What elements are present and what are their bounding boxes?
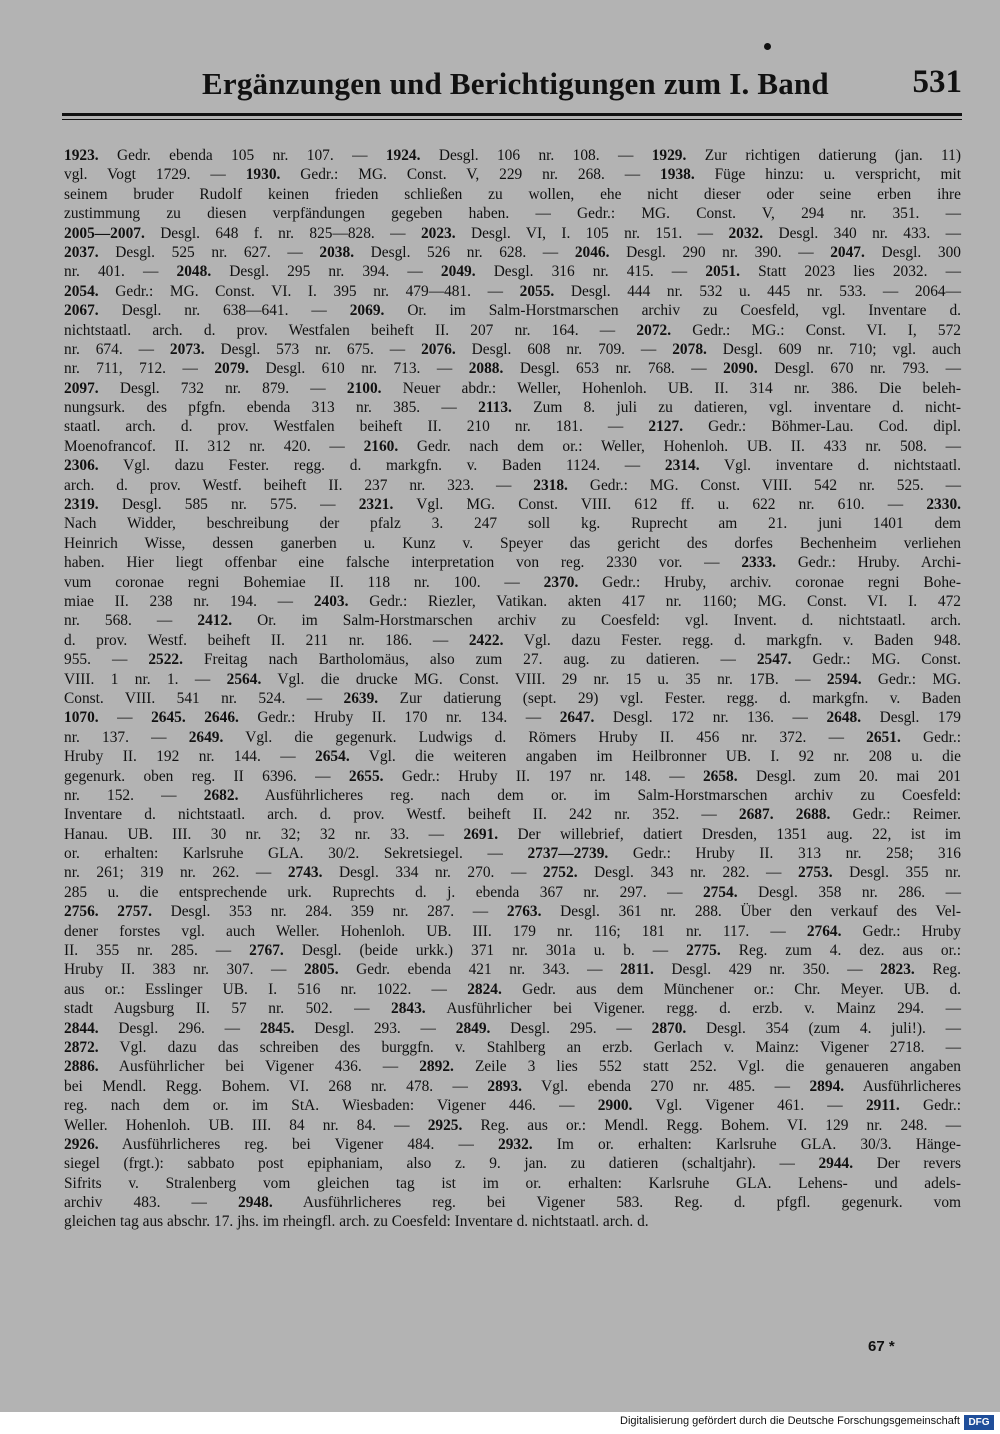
register-number: 2047. — [830, 243, 865, 261]
register-number: 2911. — [865, 1097, 900, 1115]
register-number: 2900. — [597, 1097, 633, 1115]
body-text — [64, 146, 961, 1232]
text-line: Const. VIII. 541 nr. 524. — 2639. Zur datierung (sept. 29) vgl. Fester. regg. d. markgfn. v. Baden — [64, 689, 961, 707]
text-line: nr. 137. — 2649. Vgl. die gegenurk. Ludwigs d. Römers Hruby II. 456 nr. 372. — 2651. Gedr.: — [64, 728, 962, 746]
header-rule-thick — [62, 113, 962, 116]
text-line: Moenofrancof. II. 312 nr. 420. — 2160. Gedr. nach dem or.: Weller, Hohenloh. UB. II. 433 nr. 508. — — [64, 437, 961, 455]
register-number: 2811. — [620, 961, 654, 979]
text-line: Nach Widder, beschreibung der pfalz 3. 247 soll kg. Ruprecht am 21. juni 1401 dem — [64, 515, 961, 533]
page-number: 531 — [912, 64, 962, 100]
register-number: 2870. — [651, 1019, 687, 1037]
text-line: Weller. Hohenloh. UB. III. 84 nr. 84. — 2925. Reg. aus or.: Mendl. Regg. Bohem. VI. 129 nr. 248. — — [64, 1116, 961, 1134]
text-line: d. prov. Westf. beiheft II. 211 nr. 186. — 2422. Vgl. dazu Fester. regg. d. markgfn. v. Baden 948. — [64, 631, 961, 649]
register-number: 2844. — [64, 1019, 99, 1037]
text-line: nungsurk. des pfgfn. ebenda 313 nr. 385. — 2113. Zum 8. juli zu datieren, vgl. inventare d. nicht- — [64, 399, 961, 417]
register-number: 2892. — [419, 1058, 454, 1076]
footer-credit: Digitalisierung gefördert durch die Deutsche Forschungsgemeinschaft — [620, 1415, 960, 1427]
register-number: 2076. — [421, 340, 456, 358]
register-number: 2649. — [188, 728, 224, 746]
register-number: 2054. — [64, 282, 99, 300]
text-line: 2037. Desgl. 525 nr. 627. — 2038. Desgl. 526 nr. 628. — 2046. Desgl. 290 nr. 390. — 2047. Desgl. 300 — [64, 243, 961, 261]
printer-signature: 67 * — [868, 1338, 895, 1355]
register-number: 2645. 2646. — [151, 709, 239, 727]
register-number: 1929. — [651, 147, 687, 164]
register-number: 1924. — [385, 147, 421, 164]
register-number: 2319. — [64, 496, 99, 514]
register-number: 2422. — [468, 631, 504, 649]
register-number: 2805. — [303, 961, 339, 979]
register-number: 2926. — [64, 1135, 99, 1153]
text-line: nr. 261; 319 nr. 262. — 2743. Desgl. 334 nr. 270. — 2752. Desgl. 343 nr. 282. — 2753. Desgl. 355 nr. — [64, 864, 961, 882]
footer-bar — [0, 1412, 1000, 1434]
text-line: Inventare d. nichtstaatl. arch. d. prov. Westf. beiheft II. 242 nr. 352. — 2687. 2688. Gedr.: Reimer. — [64, 806, 961, 824]
text-line: 955. — 2522. Freitag nach Bartholomäus, also zum 27. aug. zu datieren. — 2547. Gedr.: MG. Const. — [64, 651, 961, 669]
register-number: 2849. — [455, 1019, 491, 1037]
text-line: seinem bruder Rudolf keinen frieden schließen zu wollen, ehe nicht dieser oder seine erben ihre — [64, 185, 961, 203]
register-number: 2647. — [559, 709, 595, 727]
register-number: 2048. — [176, 263, 212, 281]
text-line: nr. 401. — 2048. Desgl. 295 nr. 394. — 2049. Desgl. 316 nr. 415. — 2051. Statt 2023 lies 2032. — — [64, 263, 961, 281]
register-number: 2752. — [542, 864, 578, 882]
text-line: 2844. Desgl. 296. — 2845. Desgl. 293. — 2849. Desgl. 295. — 2870. Desgl. 354 (zum 4. juli!). — — [64, 1019, 961, 1037]
register-number: 2321. — [358, 496, 394, 514]
register-number: 2932. — [498, 1135, 533, 1153]
text-line: nr. 568. — 2412. Or. im Salm-Horstmarschen archiv zu Coesfeld: vgl. Invent. d. nichtstaatl. arch. — [64, 612, 962, 630]
register-number: 1923. — [64, 147, 99, 164]
register-number: 2893. — [487, 1077, 523, 1095]
register-number: 2948. — [238, 1194, 273, 1212]
text-line: II. 355 nr. 285. — 2767. Desgl. (beide urkk.) 371 nr. 301a u. b. — 2775. Reg. zum 4. dez. aus or.: — [64, 942, 961, 960]
register-number: 2944. — [818, 1155, 854, 1173]
register-number: 2522. — [148, 651, 183, 669]
text-line: miae II. 238 nr. 194. — 2403. Gedr.: Riezler, Vatikan. akten 417 nr. 1160; MG. Const. VI. I. 472 — [64, 592, 961, 610]
dfg-logo-icon[interactable]: DFG — [964, 1415, 994, 1430]
text-line: gegenurk. oben reg. II 6396. — 2655. Gedr.: Hruby II. 197 nr. 148. — 2658. Desgl. zum 20. mai 201 — [64, 767, 961, 785]
register-number: 2097. — [64, 379, 99, 397]
text-line: Heinrich Wisse, dessen ganerben u. Kunz v. Speyer das gericht des dorfes Bechenheim verliehen — [64, 534, 961, 552]
register-number: 2682. — [203, 786, 239, 804]
text-line: Hanau. UB. III. 30 nr. 32; 32 nr. 33. — 2691. Der willebrief, datiert Dresden, 1351 aug. 22, ist im — [64, 825, 961, 843]
register-number: 2648. — [826, 709, 862, 727]
text-line: stadt Augsburg II. 57 nr. 502. — 2843. Ausführlicher bei Vigener. regg. d. erzb. v. Mainz 294. — — [64, 1000, 961, 1018]
register-number: 2318. — [533, 476, 568, 494]
page-title: Ergänzungen und Berichtigungen zum I. Band — [202, 66, 829, 101]
register-number: 2088. — [468, 360, 504, 378]
register-number: 2763. — [506, 903, 542, 921]
text-line: dener forstes vgl. auch Weller. Hohenloh. UB. III. 179 nr. 116; 181 nr. 117. — 2764. Gedr.: Hruby — [64, 922, 961, 940]
register-number: 2639. — [343, 689, 379, 707]
register-number: 2032. — [728, 224, 764, 242]
text-line: VIII. 1 nr. 1. — 2564. Vgl. die drucke MG. Const. VIII. 29 nr. 15 u. 35 nr. 17B. — 2594. Gedr.: MG. — [64, 670, 961, 688]
text-line: 2926. Ausführlicheres reg. bei Vigener 484. — 2932. Im or. erhalten: Karlsruhe GLA. 30/3. Hänge- — [64, 1135, 961, 1153]
register-number: 2051. — [705, 263, 740, 281]
register-number: 2823. — [880, 961, 915, 979]
text-line: 1070. — 2645. 2646. Gedr.: Hruby II. 170 nr. 134. — 2647. Desgl. 172 nr. 136. — 2648. Desgl. 179 — [64, 709, 961, 727]
register-number: 2055. — [519, 282, 555, 300]
text-line: vgl. Vogt 1729. — 1930. Gedr.: MG. Const. V, 229 nr. 268. — 1938. Füge hinzu: u. verspricht, mit — [64, 166, 961, 184]
text-line: 2005—2007. Desgl. 648 f. nr. 825—828. — 2023. Desgl. VI, I. 105 nr. 151. — 2032. Desgl. 340 nr. 433. — — [64, 224, 962, 242]
register-number: 2925. — [427, 1116, 463, 1134]
register-number: 2654. — [315, 748, 350, 766]
register-number: 2691. — [463, 825, 499, 843]
register-number: 2079. — [214, 360, 249, 378]
register-number: 2333. — [741, 554, 776, 572]
register-number: 2756. 2757. — [64, 903, 152, 921]
register-number: 2037. — [64, 243, 99, 261]
register-number: 2547. — [756, 651, 792, 669]
register-number: 2594. — [826, 670, 862, 688]
text-line: 2054. Gedr.: MG. Const. VI. I. 395 nr. 479—481. — 2055. Desgl. 444 nr. 532 u. 445 nr. 533. — 2064— — [64, 282, 961, 300]
register-number: 2069. — [349, 302, 385, 320]
text-line: Hruby II. 192 nr. 144. — 2654. Vgl. die weiteren angaben im Heilbronner UB. I. 92 nr. 208 u. die — [64, 748, 961, 766]
register-number: 2005—2007. — [64, 224, 145, 242]
text-line: 2067. Desgl. nr. 638—641. — 2069. Or. im Salm-Horstmarschen archiv zu Coesfeld, vgl. Inventare d. — [64, 302, 961, 320]
register-number: 2764. — [806, 922, 842, 940]
text-line: vum coronae regni Bohemiae II. 118 nr. 100. — 2370. Gedr.: Hruby, archiv. coronae regni Bohe- — [64, 573, 961, 591]
text-line: nr. 674. — 2073. Desgl. 573 nr. 675. — 2076. Desgl. 608 nr. 709. — 2078. Desgl. 609 nr. 710; vgl. auch — [64, 340, 961, 358]
text-line: arch. d. prov. Westf. beiheft II. 237 nr. 323. — 2318. Gedr.: MG. Const. VIII. 542 nr. 525. — — [64, 476, 961, 494]
register-number: 2843. — [391, 1000, 426, 1018]
page-header — [62, 62, 962, 102]
register-number: 2067. — [64, 302, 99, 320]
register-number: 2330. — [926, 496, 961, 514]
text-line: zustimmung zu diesen verpfändungen gegeben haben. — Gedr.: MG. Const. V, 294 nr. 351. — — [64, 205, 961, 223]
register-number: 2078. — [672, 340, 707, 358]
register-number: 2100. — [346, 379, 382, 397]
register-number: 2564. — [226, 670, 262, 688]
register-number: 2370. — [543, 573, 579, 591]
text-line: or. erhalten: Karlsruhe GLA. 30/2. Sekretsiegel. — 2737—2739. Gedr.: Hruby II. 313 nr. 258; 316 — [64, 845, 962, 863]
register-number: 1070. — [64, 709, 99, 727]
text-line: nr. 152. — 2682. Ausführlicheres reg. nach dem or. im Salm-Horstmarschen archiv zu Coesfeld: — [64, 786, 962, 804]
text-line: 2306. Vgl. dazu Fester. regg. d. markgfn. v. Baden 1124. — 2314. Vgl. inventare d. nichtstaatl. — [64, 457, 961, 475]
register-number: 2743. — [287, 864, 323, 882]
register-number: 2090. — [723, 360, 758, 378]
register-number: 2658. — [702, 767, 738, 785]
text-line: nr. 711, 712. — 2079. Desgl. 610 nr. 713. — 2088. Desgl. 653 nr. 768. — 2090. Desgl. 670 nr. 793. — — [64, 360, 961, 378]
text-line: gleichen tag aus abschr. 17. jhs. im rheingfl. arch. zu Coesfeld: Inventare d. nichtstaatl. arch. d. — [64, 1213, 649, 1231]
register-number: 2046. — [574, 243, 610, 261]
text-line: 285 u. die entsprechende urk. Ruprechts d. j. ebenda 367 nr. 297. — 2754. Desgl. 358 nr. 286. — — [64, 883, 961, 901]
text-line: 2097. Desgl. 732 nr. 879. — 2100. Neuer abdr.: Weller, Hohenloh. UB. II. 314 nr. 386. Die beleh- — [64, 379, 961, 397]
register-number: 2886. — [64, 1058, 99, 1076]
register-number: 2160. — [363, 437, 399, 455]
register-number: 2113. — [478, 399, 512, 417]
text-line: Sifrits v. Stralenberg vom gleichen tag ist im or. erhalten: Karlsruhe GLA. Lehens- und adels- — [64, 1174, 961, 1192]
text-line: bei Mendl. Regg. Bohem. VI. 268 nr. 478. — 2893. Vgl. ebenda 270 nr. 485. — 2894. Ausführlicheres — [64, 1077, 961, 1095]
ink-dot — [764, 43, 771, 50]
text-line: staatl. arch. d. prov. Westfalen beiheft II. 210 nr. 181. — 2127. Gedr.: Böhmer-Lau. Cod. dipl. — [64, 418, 961, 436]
register-number: 2038. — [319, 243, 355, 261]
register-number: 2306. — [64, 457, 99, 475]
register-number: 2767. — [249, 942, 284, 960]
register-number: 2753. — [797, 864, 833, 882]
text-line: 1923. Gedr. ebenda 105 nr. 107. — 1924. Desgl. 106 nr. 108. — 1929. Zur richtigen datierung (jan. 11) — [64, 147, 961, 164]
register-number: 2651. — [866, 728, 901, 746]
text-line: 2886. Ausführlicher bei Vigener 436. — 2892. Zeile 3 lies 552 statt 252. Vgl. die genaueren angaben — [64, 1058, 961, 1076]
register-number: 2314. — [664, 457, 700, 475]
register-number: 2403. — [313, 592, 349, 610]
text-line: reg. nach dem or. im StA. Wiesbaden: Vigener 446. — 2900. Vgl. Vigener 461. — 2911. Gedr.: — [64, 1097, 961, 1115]
text-line: 2319. Desgl. 585 nr. 575. — 2321. Vgl. MG. Const. VIII. 612 ff. u. 622 nr. 610. — 2330. — [64, 496, 961, 514]
register-number: 2072. — [636, 321, 672, 339]
register-number: 2845. — [259, 1019, 295, 1037]
text-line: 2872. Vgl. dazu das schreiben des burggfn. v. Stahlberg an erzb. Gerlach v. Mainz: Vigener 2718. — — [64, 1038, 961, 1056]
register-number: 2049. — [440, 263, 476, 281]
text-line: aus or.: Esslinger UB. I. 516 nr. 1022. — 2824. Gedr. aus dem Münchener or.: Chr. Meyer. UB. d. — [64, 980, 961, 998]
text-line: archiv 483. — 2948. Ausführlicheres reg. bei Vigener 583. Reg. d. pfgfl. gegenurk. vom — [64, 1194, 961, 1212]
text-line: nichtstaatl. arch. d. prov. Westfalen beiheft II. 207 nr. 164. — 2072. Gedr.: MG.: Const. VI. I, 572 — [64, 321, 961, 339]
text-line: haben. Hier liegt offenbar eine falsche interpretation von reg. 2330 vor. — 2333. Gedr.: Hruby. Archi- — [64, 554, 961, 572]
register-number: 2824. — [467, 980, 502, 998]
register-number: 2023. — [420, 224, 456, 242]
text-line: siegel (frgt.): sabbato post epiphaniam, also z. 9. jan. zu datieren (schaltjahr). — 2944. Der revers — [64, 1155, 961, 1173]
text-line: Hruby II. 383 nr. 307. — 2805. Gedr. ebenda 421 nr. 343. — 2811. Desgl. 429 nr. 350. — 2823. Reg. — [64, 961, 961, 979]
header-rule-thin — [62, 119, 962, 120]
register-number: 2894. — [809, 1077, 845, 1095]
register-number: 2754. — [702, 883, 738, 901]
register-number: 2127. — [648, 418, 684, 436]
text-line: 2756. 2757. Desgl. 353 nr. 284. 359 nr. 287. — 2763. Desgl. 361 nr. 288. Über den verkauf des Vel- — [64, 903, 961, 921]
register-number: 2775. — [686, 942, 721, 960]
register-number: 2412. — [197, 612, 233, 630]
register-number: 2872. — [64, 1038, 99, 1056]
register-number: 2655. — [348, 767, 384, 785]
register-number: 1930. — [245, 166, 281, 184]
register-number: 2737—2739. — [527, 845, 609, 863]
register-number: 1938. — [660, 166, 695, 184]
register-number: 2073. — [169, 340, 205, 358]
register-number: 2687. 2688. — [738, 806, 831, 824]
